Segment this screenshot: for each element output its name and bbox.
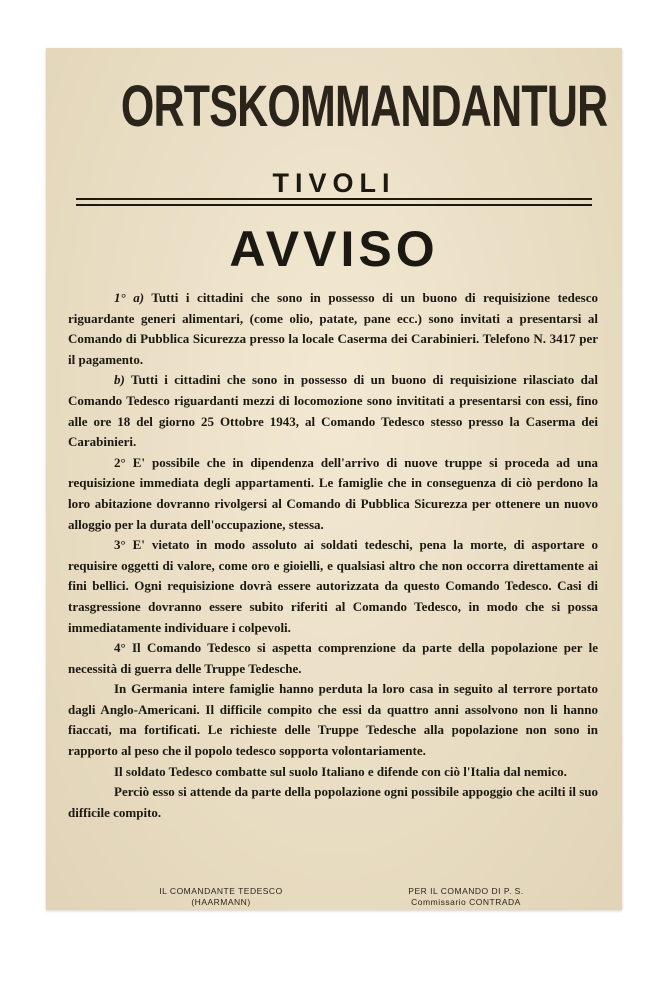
signature-left [136, 886, 306, 908]
paragraph-7: Perciò esso si attende da parte della popolazione ogni possibile appoggio che acilti il suo difficile compito. [68, 784, 598, 820]
signature-name: (HAARMANN) [191, 897, 251, 907]
paragraph-text: Tutti i cittadini che sono in possesso di un buono di requisizione rilasciato dal Comando Tedesco riguardanti mezzi di locomozione sono invititati a presentarsi con essi, fino alle ore 18 del giorno 25 Ottobre 1943, al Comando Tedesco stesso presso la Caserma dei Carabinieri. [68, 372, 598, 450]
paragraph-2: 2° E' possibile che in dipendenza dell'arrivo di nuove truppe si proceda ad una requisizione immediata degli appartamenti. Le famiglie che in conseguenza di ciò perdono la loro abitazione dovranno rivolgersi al Comando di Pubblica Sicurezza per ottenere un nuovo alloggio per la durata dell'occupazione, stessa. [68, 454, 598, 532]
paragraph-marker: 1° a) [114, 290, 145, 305]
notice-heading: AVVISO [229, 221, 439, 277]
paragraph-4: 4° Il Comando Tedesco si aspetta comprenzione da parte della popolazione per le necessità di guerra delle Truppe Tedesche. [68, 640, 598, 676]
divider-rule [76, 198, 592, 200]
poster-subtitle: TIVOLI [272, 168, 396, 198]
signature-title: IL COMANDANTE TEDESCO [159, 886, 283, 896]
signature-title: PER IL COMANDO DI P. S. [408, 886, 524, 896]
divider-rule [76, 204, 592, 206]
poster [46, 48, 622, 910]
paragraph-1b [68, 370, 598, 452]
paragraph-6: Il soldato Tedesco combatte sul suolo Italiano e difende con ciò l'Italia dal nemico. [114, 763, 567, 779]
paragraph-5: In Germania intere famiglie hanno perduta la loro casa in seguito al terrore portato dagli Anglo-Americani. Il difficile compito che essi da quattro anni assolvono non li hanno fiaccati, ma fortificati. Le richieste delle Truppe Tedesche alla popolazione non sono in rapporto al peso che il popolo tedesco sopporta volontariamente. [68, 681, 598, 759]
paragraph-1a [68, 288, 598, 370]
paragraph-3: 3° E' vietato in modo assoluto ai soldati tedeschi, pena la morte, di asportare o requisire oggetti di valore, come oro e gioielli, e qualsiasi altro che non occorra direttamente ai fini bellici. Ogni requisizione dovrà essere autorizzata da questo Comando Tedesco. Casi di trasgressione dovranno essere subito riferiti al Comando Tedesco, in modo che si possa immediatamente individuare i colpevoli. [68, 537, 598, 635]
signature-right [376, 886, 556, 908]
paragraph-marker: b) [114, 372, 125, 388]
paragraph-text: Tutti i cittadini che sono in possesso di un buono di requisizione tedesco riguardante generi alimentari, (come olio, patate, pane ecc.) sono invitati a presentarsi al Comando di Pubblica Sicurezza presso la locale Caserma dei Carabinieri. Telefono N. 3417 per il pagamento. [68, 290, 598, 367]
notice-body [68, 288, 598, 823]
signature-name: Commissario CONTRADA [411, 897, 521, 907]
poster-title: ORTSKOMMANDANTUR [120, 74, 608, 139]
